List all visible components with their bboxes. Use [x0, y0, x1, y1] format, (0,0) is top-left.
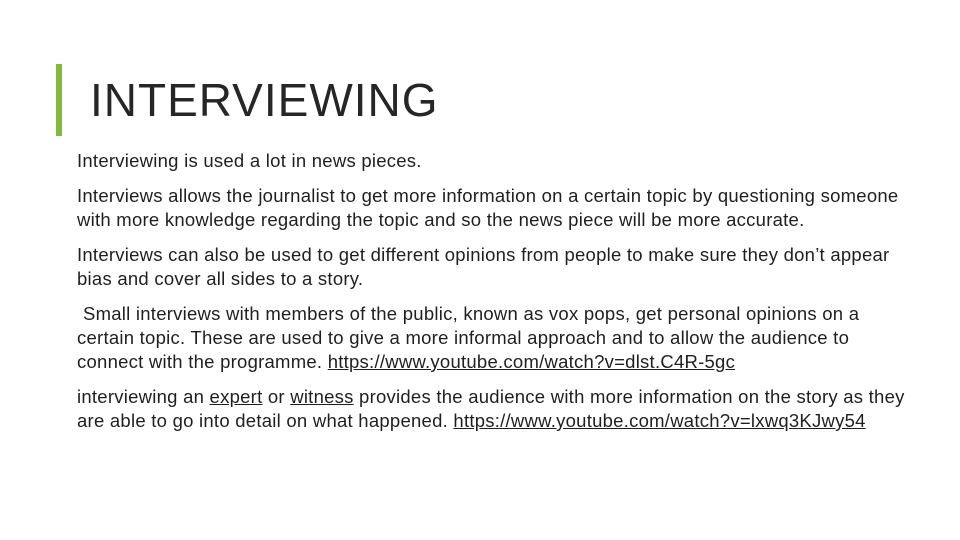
witness-word: witness	[290, 386, 354, 407]
vox-pops-text: Small interviews with members of the public, known as vox pops, get personal opinions on a certain topic. These are used to give a more informal approach and to allow the audience to connect with the programme.	[77, 303, 860, 372]
slide-body	[77, 149, 917, 433]
expert-witness-intro: interviewing an	[77, 386, 210, 407]
paragraph-different-opinions: Interviews can also be used to get different opinions from people to make sure they don’t appear bias and cover all sides to a story.	[77, 244, 890, 289]
expert-word: expert	[209, 386, 263, 407]
title-accent-bar	[56, 64, 62, 136]
expert-witness-or: or	[262, 386, 291, 407]
slide-title: INTERVIEWING	[90, 74, 439, 126]
paragraph-vox-pops	[77, 302, 917, 374]
expert-witness-youtube-link[interactable]: https://www.youtube.com/watch?v=lxwq3KJwy54	[453, 410, 866, 431]
paragraph-expert-witness	[77, 385, 917, 433]
paragraph-more-information: Interviews allows the journalist to get more information on a certain topic by questioning someone with more knowledge regarding the topic and so the news piece will be more accurate.	[77, 185, 899, 230]
expert-witness-text: provides the audience with more information on the story as they are able to go into detail on what happened.	[77, 386, 905, 431]
paragraph-news-pieces: Interviewing is used a lot in news pieces.	[77, 150, 422, 171]
vox-pops-youtube-link[interactable]: https://www.youtube.com/watch?v=dlst.C4R-5gc	[327, 351, 736, 372]
